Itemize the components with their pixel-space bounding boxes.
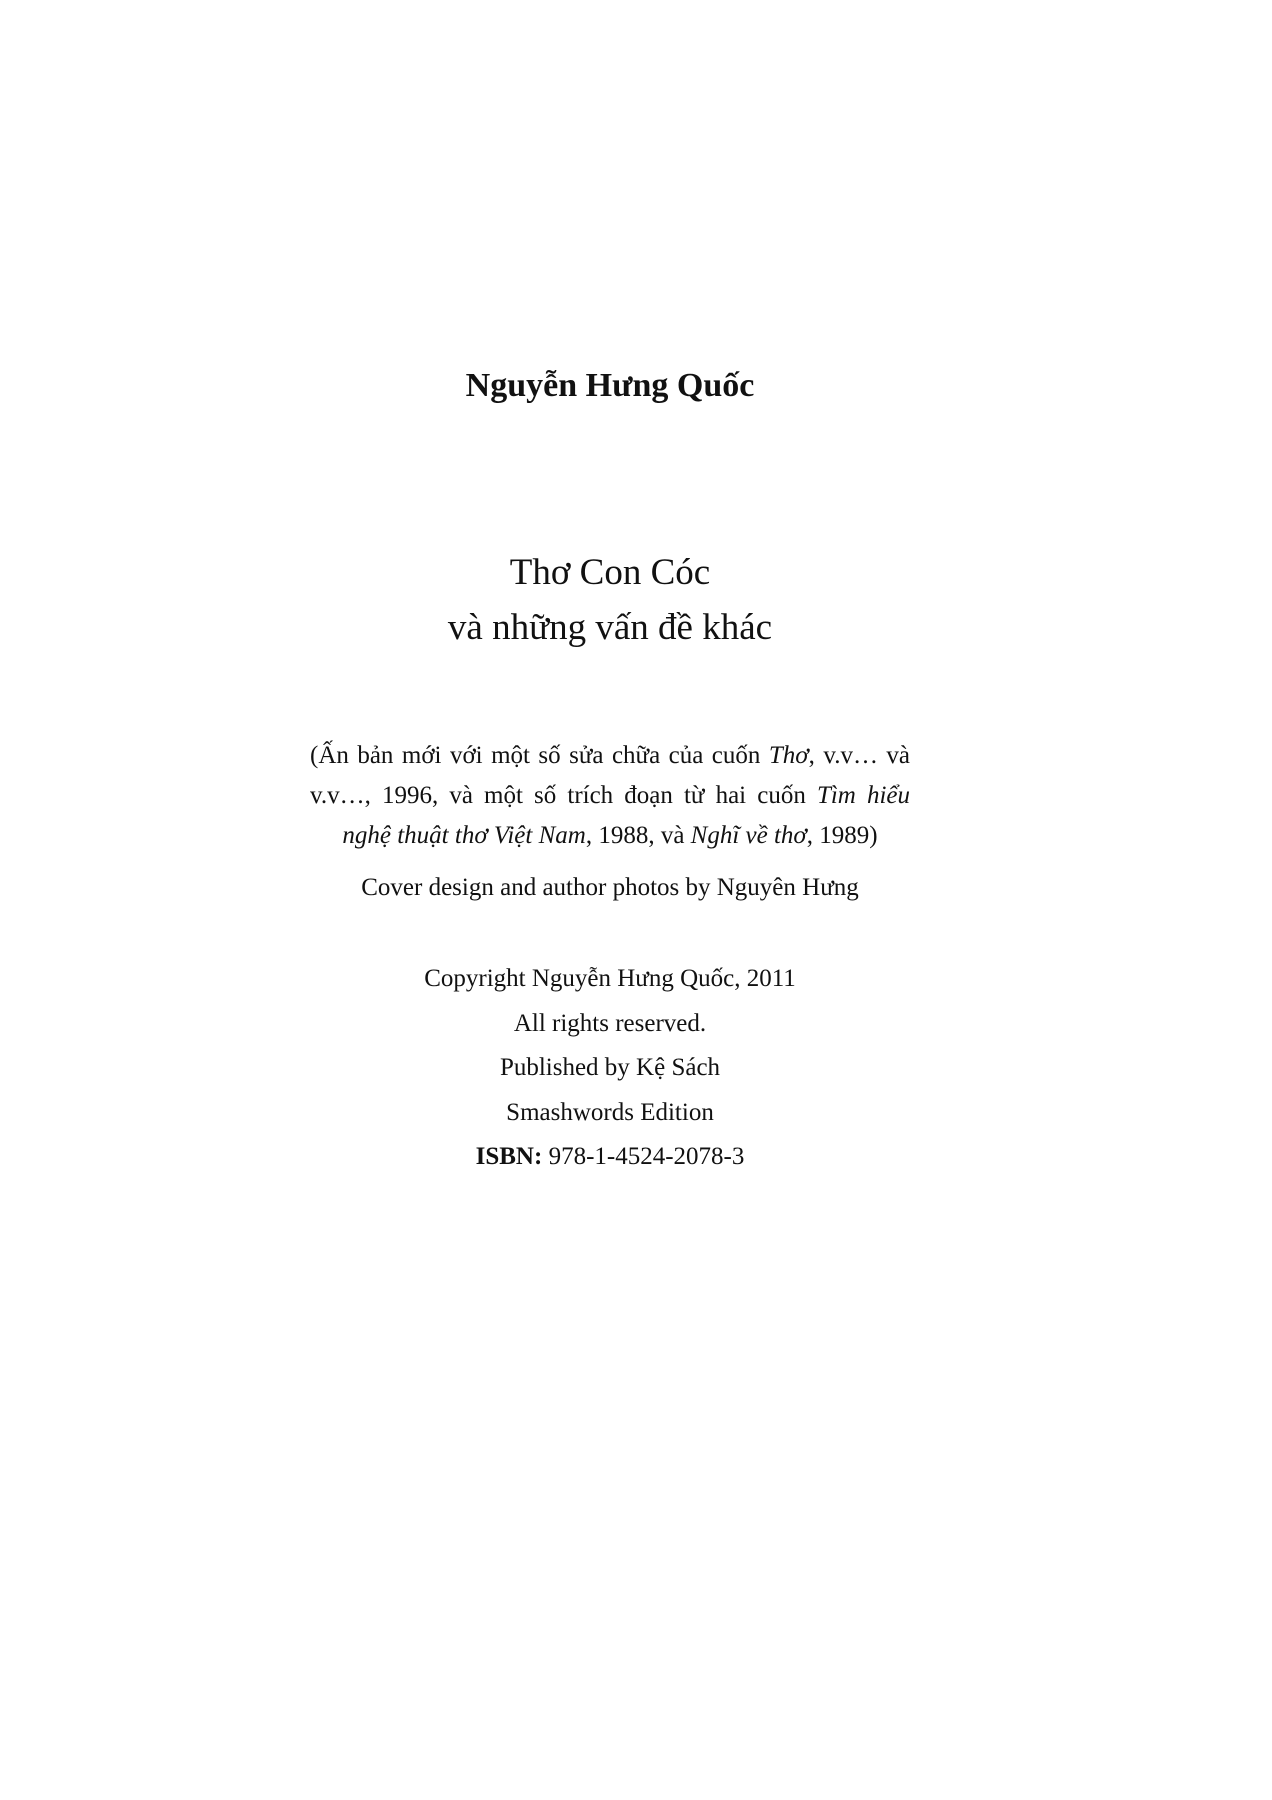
book-title-line-2: và những vấn đề khác	[447, 607, 773, 648]
author-name: Nguyễn Hưng Quốc	[465, 367, 755, 404]
edition-line: Smashwords Edition	[506, 1098, 714, 1126]
book-title	[0, 545, 1220, 655]
edition-note-line-1: (Ấn bản mới với một số sửa chữa của cuốn Thơ, v.v… và	[310, 742, 910, 769]
copyright-line: Copyright Nguyễn Hưng Quốc, 2011	[424, 965, 796, 992]
isbn-line	[0, 1135, 1220, 1180]
edition-note-line-3: nghệ thuật thơ Việt Nam, 1988, và Nghĩ về thơ, 1989)	[342, 822, 878, 849]
edition-note-line-2: v.v…, 1996, và một số trích đoạn từ hai cuốn Tìm hiểu	[310, 782, 910, 809]
italic-title-tho: Thơ	[768, 742, 809, 769]
edition-note	[310, 736, 910, 856]
isbn-value: 978-1-4524-2078-3	[542, 1143, 745, 1170]
italic-title-nghe-thuat: nghệ thuật thơ Việt Nam	[342, 822, 586, 849]
book-title-line-1: Thơ Con Cóc	[509, 552, 711, 593]
cover-credit: Cover design and author photos by Nguyên Hưng	[361, 874, 859, 901]
isbn-label: ISBN:	[475, 1143, 543, 1170]
italic-title-tim-hieu: Tìm hiểu	[816, 782, 910, 809]
colophon	[0, 957, 1220, 1180]
rights-line: All rights reserved.	[513, 1009, 707, 1037]
italic-title-nghi-ve-tho: Nghĩ về thơ	[690, 822, 807, 849]
publisher-line: Published by Kệ Sách	[499, 1054, 721, 1081]
